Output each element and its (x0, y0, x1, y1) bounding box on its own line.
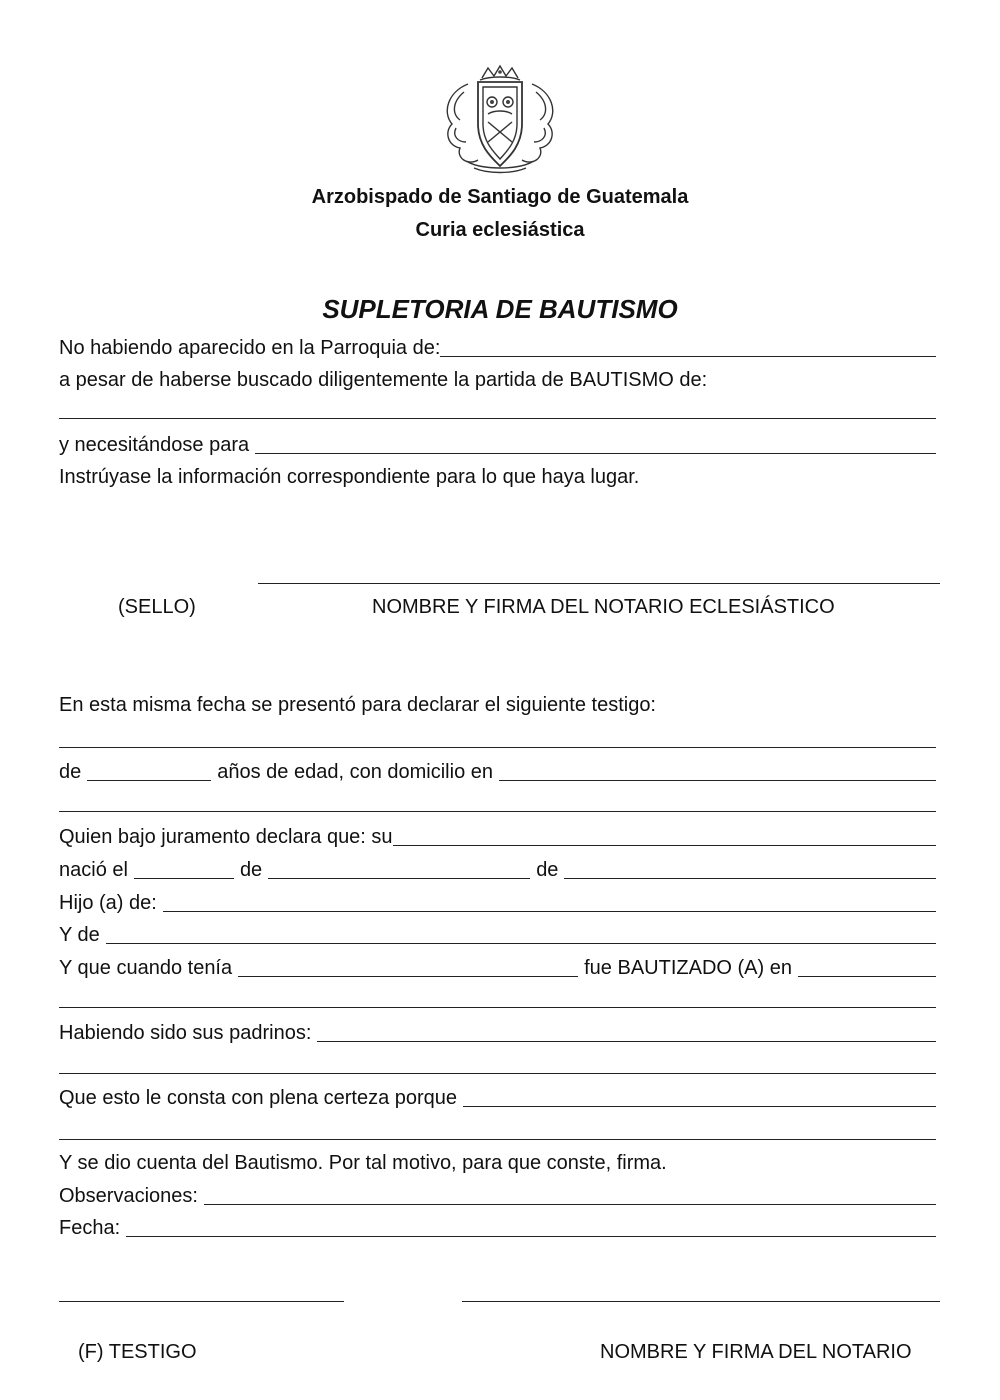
de-label: de (59, 761, 82, 783)
page-title: SUPLETORIA DE BAUTISMO (322, 294, 678, 324)
fecha-label: Fecha: (59, 1217, 121, 1239)
domicilio-field[interactable] (499, 780, 936, 781)
nacio-label: nació el (59, 859, 128, 881)
testigo-signature-label: (F) TESTIGO (78, 1341, 197, 1363)
bautizado-row (59, 954, 936, 980)
juramento-label: Quien bajo juramento declara que: su (59, 826, 393, 848)
parroquia-label: No habiendo aparecido en la Parroquia de: (59, 337, 441, 359)
parroquia-row (59, 334, 936, 360)
notario-signature-line[interactable] (258, 583, 940, 584)
partida-text: a pesar de haberse buscado diligentemente la partida de BAUTISMO de: (59, 369, 708, 391)
hijo-row (59, 889, 936, 915)
parroquia-field[interactable] (440, 356, 936, 357)
edad-row (59, 758, 936, 784)
nacio-de-label: de (239, 859, 263, 881)
domicilio-continued-field[interactable] (59, 811, 936, 812)
juramento-row (59, 823, 936, 849)
nacio-mes-field[interactable] (268, 878, 530, 879)
consta-continued-field[interactable] (59, 1139, 936, 1140)
observaciones-label: Observaciones: (59, 1185, 198, 1207)
notario-eclesiastico-label: NOMBRE Y FIRMA DEL NOTARIO ECLESIÁSTICO (372, 596, 835, 618)
fecha-field[interactable] (126, 1236, 936, 1237)
necesitandose-row (59, 431, 936, 457)
y-de-label: Y de (59, 924, 100, 946)
bautizado-continued-field[interactable] (59, 1007, 936, 1008)
partida-name-field[interactable] (59, 418, 936, 419)
padrinos-row (59, 1019, 936, 1045)
nacio-row (59, 856, 936, 882)
nacio-dia-field[interactable] (134, 878, 234, 879)
hijo-field[interactable] (163, 911, 936, 912)
necesitandose-label: y necesitándose para (59, 434, 250, 456)
testigo-signature-line[interactable] (59, 1301, 344, 1302)
fecha-row (59, 1214, 936, 1240)
consta-label: Que esto le consta con plena certeza porque (59, 1087, 458, 1109)
org-name: Arzobispado de Santiago de Guatemala (311, 186, 689, 208)
coat-of-arms-icon (438, 62, 562, 178)
notario-signature-line-2[interactable] (462, 1301, 940, 1302)
bautizado-lugar-field[interactable] (798, 976, 936, 977)
testigo-name-field[interactable] (59, 747, 936, 748)
bautizado-label: fue BAUTIZADO (A) en (584, 957, 792, 979)
dept-name: Curia eclesiástica (415, 219, 585, 241)
cuenta-text: Y se dio cuenta del Bautismo. Por tal motivo, para que conste, firma. (59, 1152, 667, 1174)
hijo-label: Hijo (a) de: (59, 892, 157, 914)
notario-signature-label: NOMBRE Y FIRMA DEL NOTARIO (600, 1341, 912, 1363)
nacio-anio-field[interactable] (564, 878, 936, 879)
edad-label: años de edad, con domicilio en (217, 761, 493, 783)
padrinos-label: Habiendo sido sus padrinos: (59, 1022, 312, 1044)
cuando-label: Y que cuando tenía (59, 957, 233, 979)
sello-label: (SELLO) (118, 596, 196, 618)
edad-bautizo-field[interactable] (238, 976, 578, 977)
edad-field[interactable] (87, 780, 211, 781)
testigo-intro: En esta misma fecha se presentó para declarar el siguiente testigo: (59, 694, 656, 716)
instruyase-text: Instrúyase la información correspondiente para lo que haya lugar. (59, 466, 640, 488)
observaciones-field[interactable] (204, 1204, 936, 1205)
observaciones-row (59, 1182, 936, 1208)
y-de-field[interactable] (106, 943, 936, 944)
padrinos-continued-field[interactable] (59, 1073, 936, 1074)
juramento-field[interactable] (393, 845, 936, 846)
nacio-de2-label: de (536, 859, 559, 881)
y-de-row (59, 921, 936, 947)
necesitandose-field[interactable] (255, 453, 936, 454)
consta-row (59, 1084, 936, 1110)
padrinos-field[interactable] (317, 1041, 936, 1042)
consta-field[interactable] (463, 1106, 936, 1107)
